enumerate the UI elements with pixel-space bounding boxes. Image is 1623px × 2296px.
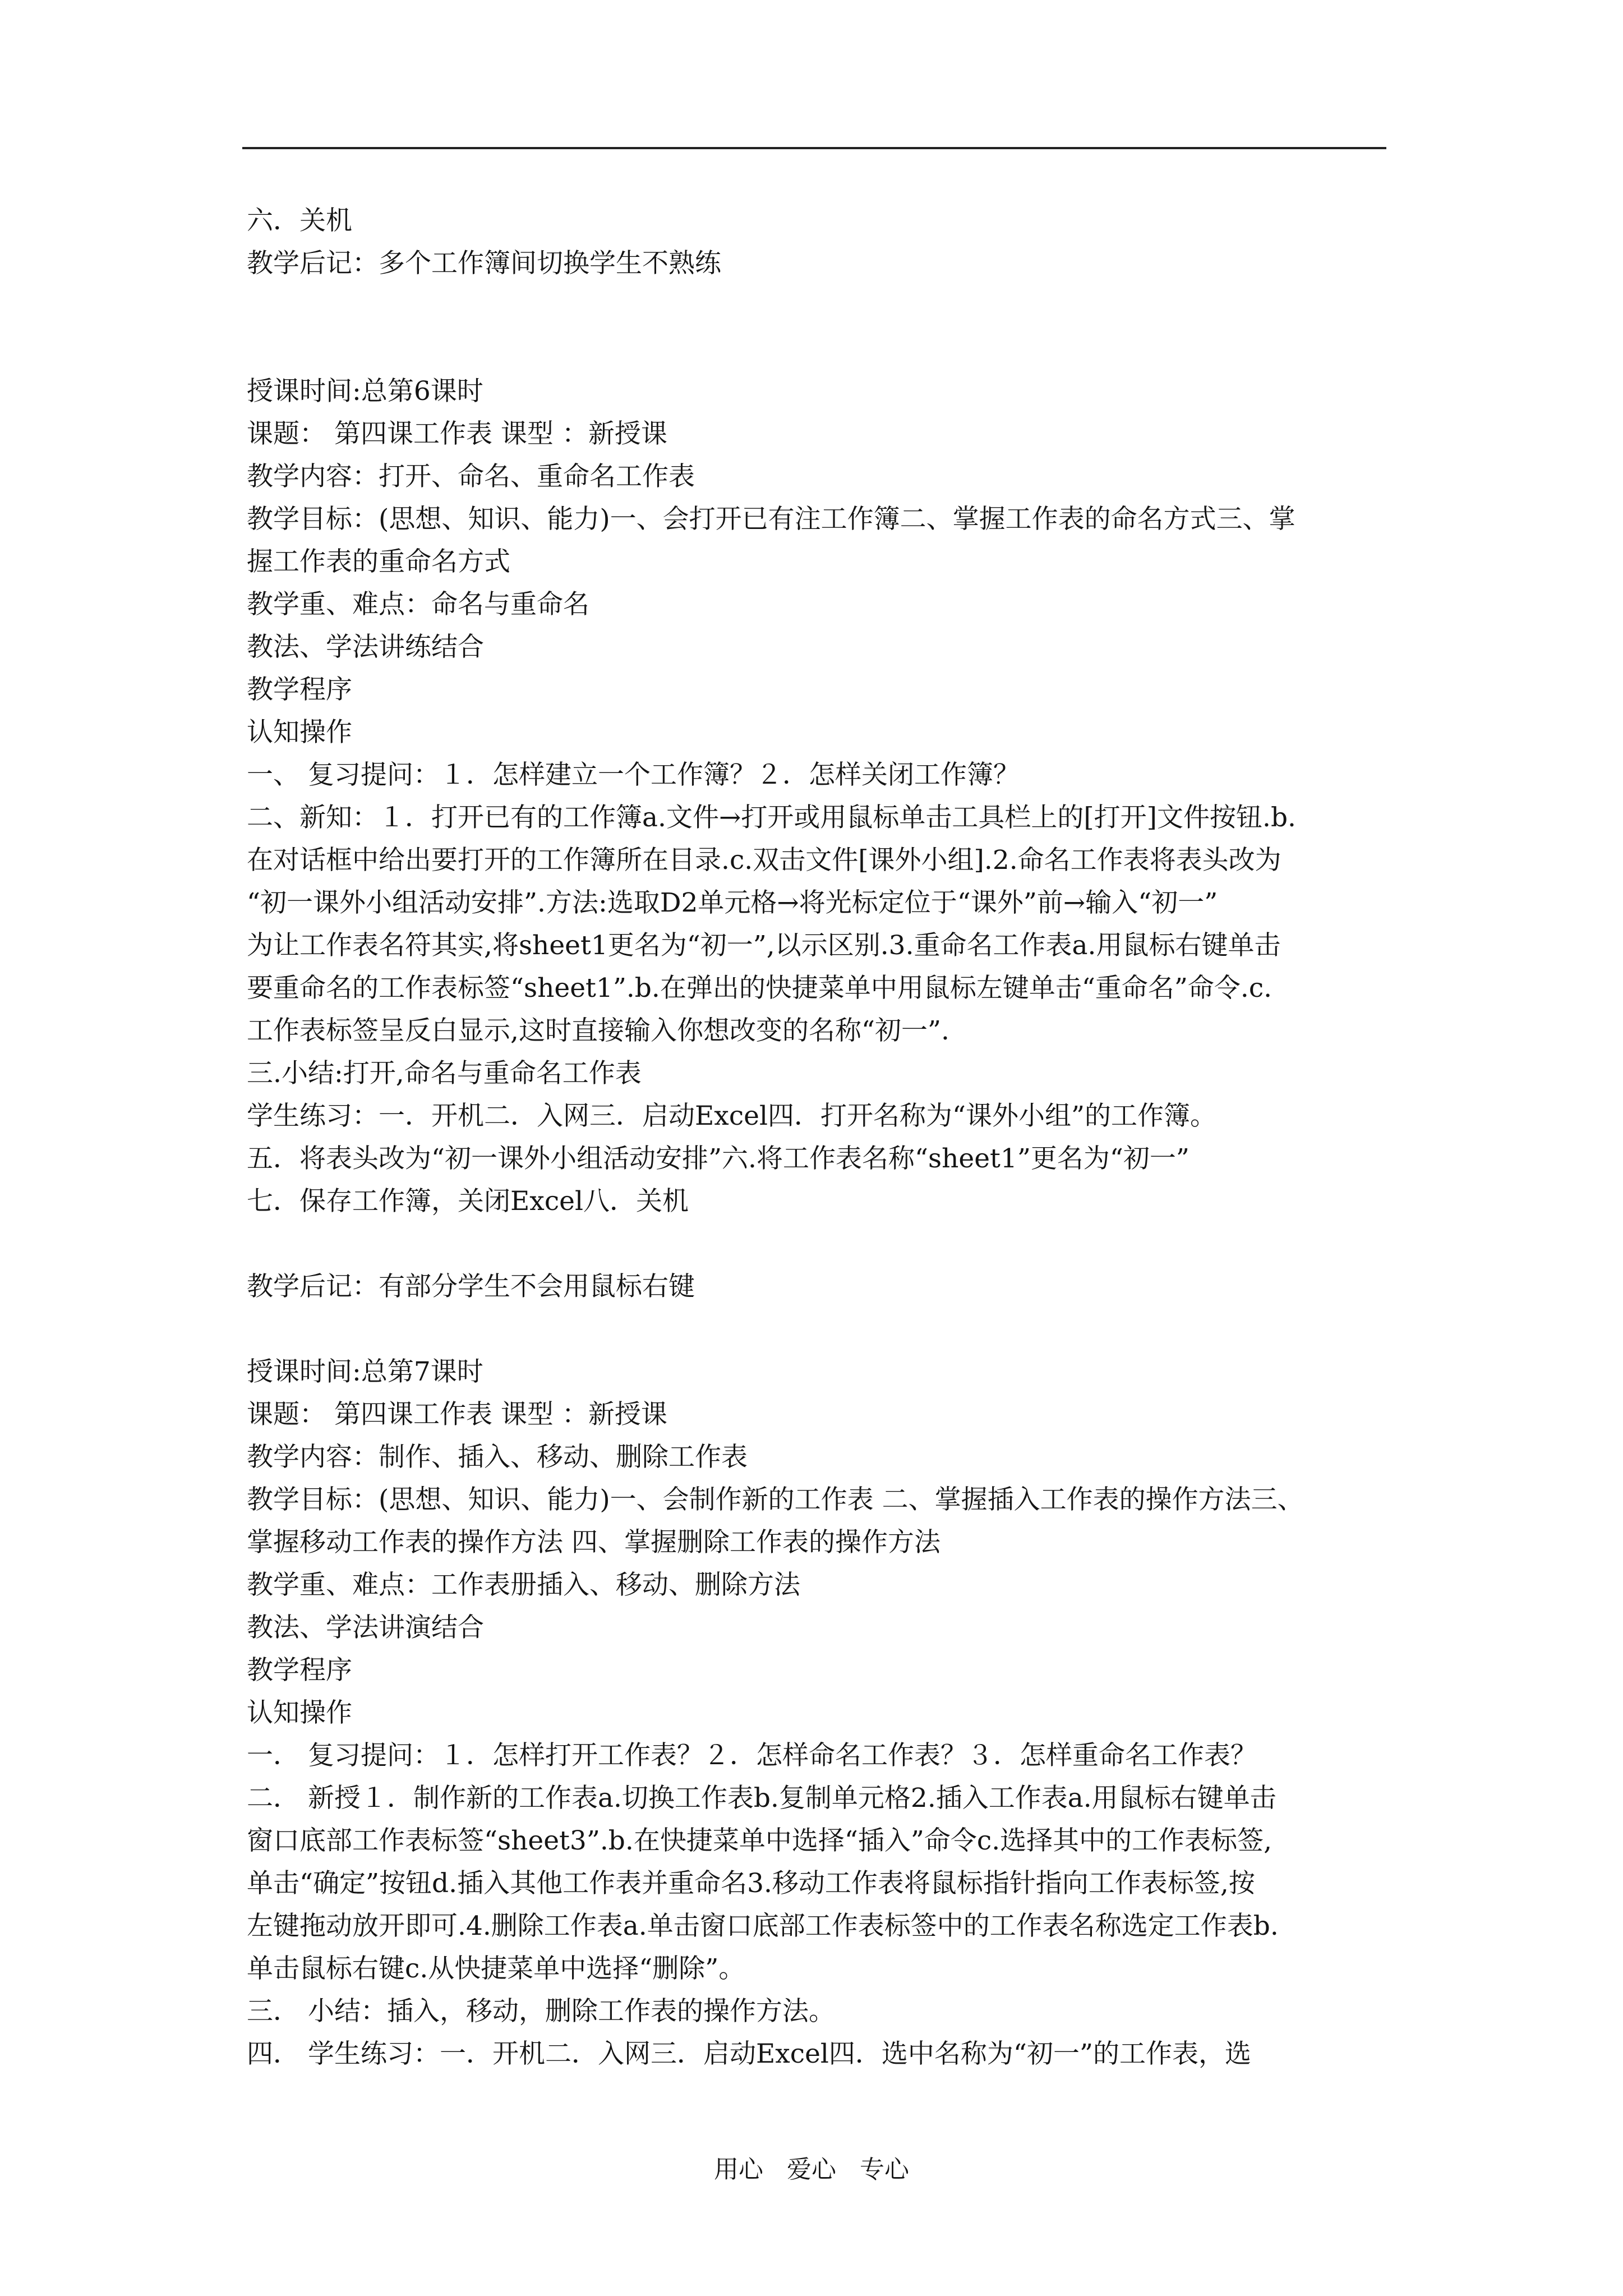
text-line: 授课时间:总第7课时 [247, 1356, 483, 1387]
blank-line [247, 1223, 1391, 1266]
text-line: 教学目标：(思想、知识、能力)一、会制作新的工作表 二、掌握插入工作表的操作方法三、 [247, 1484, 1304, 1515]
text-line: 学生练习：一．开机二．入网三．启动Excel四．打开名称为“课外小组”的工作簿。 [247, 1101, 1217, 1131]
blank-line [247, 285, 1391, 328]
text-line: 教法、学法讲演结合 [247, 1612, 484, 1643]
text-line: 握工作表的重命名方式 [247, 546, 510, 577]
text-line: 掌握移动工作表的操作方法 四、掌握删除工作表的操作方法 [247, 1527, 940, 1558]
text-line: 单击“确定”按钮d.插入其他工作表并重命名3.移动工作表将鼠标指针指向工作表标签,按 [247, 1868, 1255, 1899]
text-line: 五．将表头改为“初一课外小组活动安排”六.将工作表名称“sheet1”更名为“初一” [247, 1143, 1189, 1174]
text-line: 三． 小结：插入，移动，删除工作表的操作方法。 [247, 1996, 835, 2027]
text-line: 认知操作 [247, 717, 352, 748]
text-line: 授课时间:总第6课时 [247, 376, 483, 407]
text-line: “初一课外小组活动安排”.方法:选取D2单元格→将光标定位于“课外”前→输入“初一” [247, 887, 1218, 918]
text-line: 课题： 第四课工作表 课型 ：新授课 [247, 1399, 667, 1430]
text-line: 教学内容：打开、命名、重命名工作表 [247, 461, 695, 492]
text-line: 二、新知：１．打开已有的工作簿a.文件→打开或用鼠标单击工具栏上的[打开]文件按钮.b. [247, 802, 1296, 833]
text-line: 窗口底部工作表标签“sheet3”.b.在快捷菜单中选择“插入”命令c.选择其中的工作表标签, [247, 1825, 1272, 1856]
text-line: 课题： 第四课工作表 课型 ：新授课 [247, 418, 667, 449]
text-line: 二． 新授１．制作新的工作表a.切换工作表b.复制单元格2.插入工作表a.用鼠标右键单击 [247, 1783, 1276, 1814]
text-line: 三.小结:打开,命名与重命名工作表 [247, 1058, 642, 1089]
text-line: 教学程序 [247, 1655, 352, 1686]
text-line: 教学程序 [247, 674, 352, 705]
blank-line [247, 328, 1391, 370]
text-line: 一． 复习提问：１．怎样打开工作表？２．怎样命名工作表？３．怎样重命名工作表？ [247, 1740, 1257, 1771]
text-line: 教学重、难点：工作表册插入、移动、删除方法 [247, 1570, 800, 1600]
text-line: 教学重、难点：命名与重命名 [247, 589, 589, 620]
header-rule [242, 147, 1386, 149]
text-line: 四． 学生练习：一．开机二．入网三．启动Excel四．选中名称为“初一”的工作表，选 [247, 2039, 1251, 2069]
text-line: 六．关机 [247, 205, 352, 236]
text-line: 教学后记：多个工作簿间切换学生不熟练 [247, 248, 721, 279]
text-line: 七．保存工作簿，关闭Excel八．关机 [247, 1186, 689, 1217]
text-line: 教法、学法讲练结合 [247, 632, 484, 662]
text-line: 教学目标：(思想、知识、能力)一、会打开已有注工作簿二、掌握工作表的命名方式三、掌 [247, 504, 1295, 535]
text-line: 认知操作 [247, 1697, 352, 1728]
page-footer: 用心 爱心 专心 [714, 2155, 909, 2184]
text-line: 一、 复习提问：１．怎样建立一个工作簿？２．怎样关闭工作簿？ [247, 760, 1020, 790]
text-line: 单击鼠标右键c.从快捷菜单中选择“删除”。 [247, 1953, 745, 1984]
text-line: 左键拖动放开即可.4.删除工作表a.单击窗口底部工作表标签中的工作表名称选定工作表b. [247, 1911, 1279, 1941]
text-line: 为让工作表名符其实,将sheet1更名为“初一”,以示区别.3.重命名工作表a.用鼠标右键单击 [247, 930, 1281, 961]
text-line: 教学后记：有部分学生不会用鼠标右键 [247, 1271, 695, 1302]
text-line: 在对话框中给出要打开的工作簿所在目录.c.双击文件[课外小组].2.命名工作表将表头改为 [247, 845, 1281, 876]
blank-line [247, 1308, 1391, 1351]
text-line: 要重命名的工作表标签“sheet1”.b.在弹出的快捷菜单中用鼠标左键单击“重命名”命令.c. [247, 973, 1272, 1004]
text-line: 工作表标签呈反白显示,这时直接输入你想改变的名称“初一”. [247, 1015, 949, 1046]
text-line: 教学内容：制作、插入、移动、删除工作表 [247, 1442, 748, 1473]
document-body [247, 200, 1391, 2076]
